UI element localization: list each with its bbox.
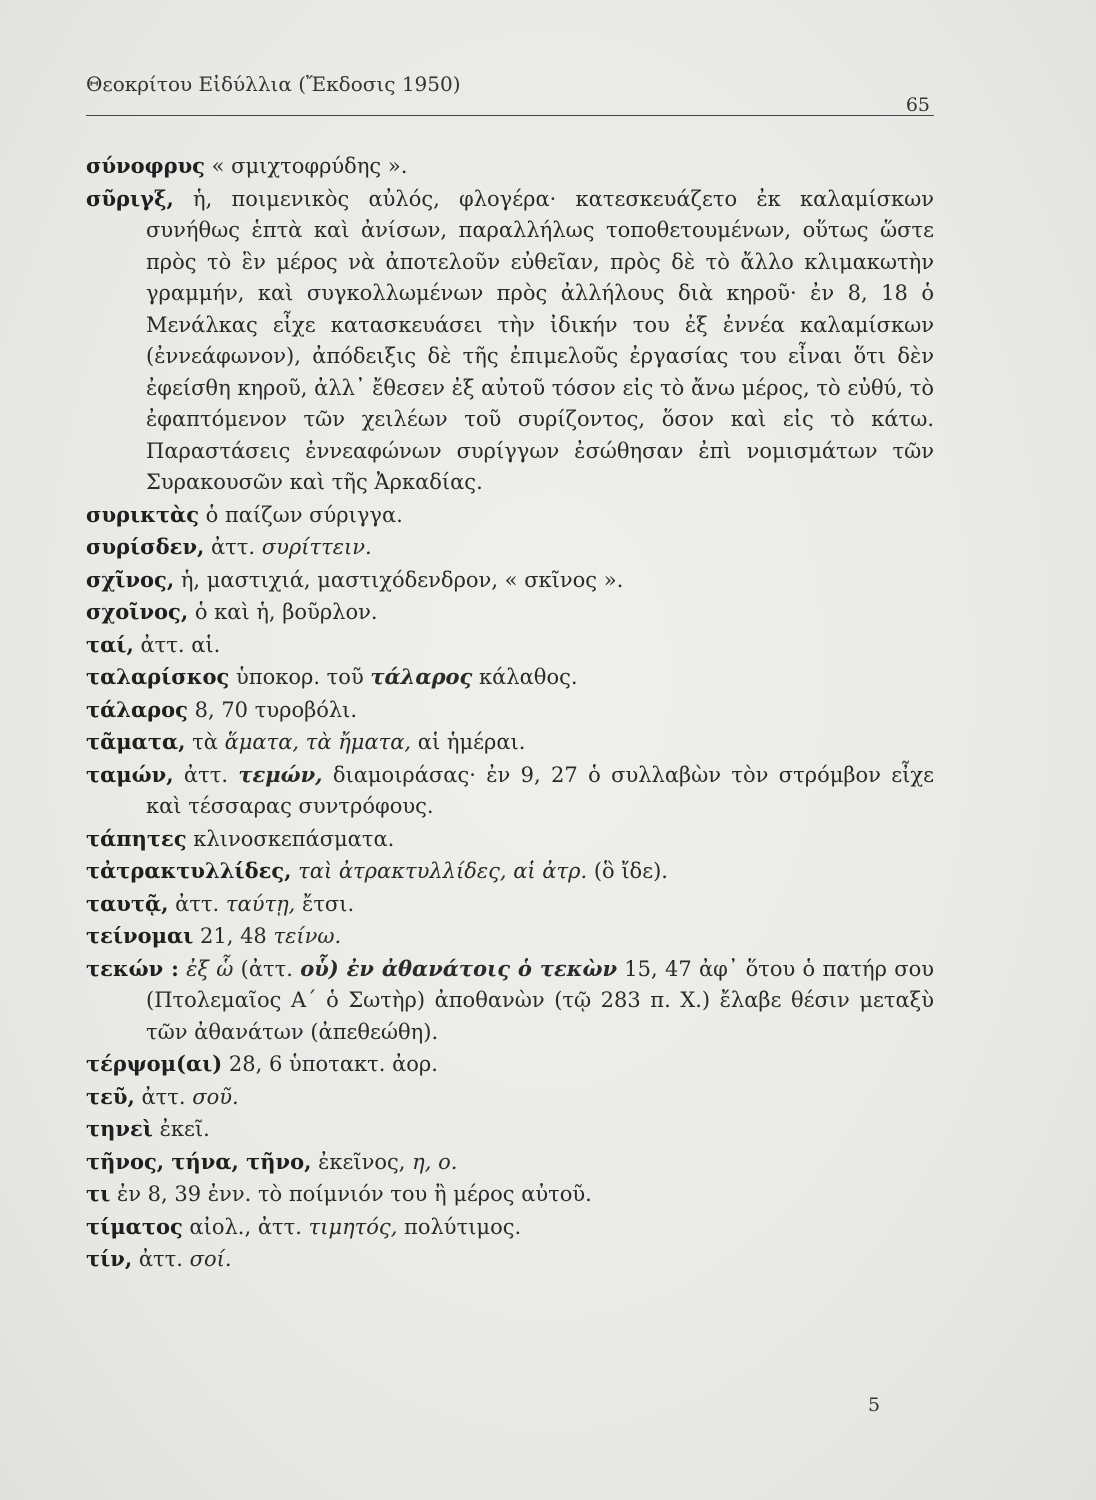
definition: ἐκεῖ. — [152, 1117, 210, 1141]
glossary-entry — [86, 1146, 934, 1179]
italic-form: η, ο. — [412, 1149, 458, 1174]
headword: τάπητες — [86, 825, 187, 851]
headword: τέρψομ(αι) — [86, 1051, 223, 1076]
headword: τηνεὶ — [86, 1116, 153, 1141]
headword: ταί, — [86, 631, 134, 657]
glossary-entry — [86, 855, 934, 888]
italic-form: τεμών, — [238, 761, 323, 787]
definition-cont: αἱ ἡμέραι. — [411, 730, 526, 754]
italic-form: συρίττειν. — [261, 535, 372, 559]
headword: συρίσδεν, — [86, 534, 205, 559]
definition: ἐκεῖνος, — [311, 1149, 413, 1174]
definition: ἀττ. αἱ. — [133, 632, 221, 657]
definition: ὁ καὶ ἡ, βοῦρλον. — [188, 600, 378, 624]
glossary-entry — [86, 726, 934, 759]
headword: σχῖνος, — [86, 566, 175, 592]
italic-form: σοῦ. — [192, 1084, 239, 1109]
headword: τείνομαι — [86, 923, 194, 948]
headword: τἀτρακτυλλίδες, — [86, 858, 292, 883]
definition: ἡ, μαστιχιά, μαστιχόδενδρον, « σκῖνος ». — [174, 567, 624, 592]
glossary-entry — [86, 920, 934, 953]
glossary-entry — [86, 1113, 934, 1146]
headword: σχοῖνος, — [86, 599, 189, 624]
definition: 8, 70 τυροβόλι. — [187, 697, 358, 722]
definition: τὰ — [185, 730, 225, 754]
italic-form: τιμητός, — [308, 1214, 398, 1239]
glossary-entry — [86, 694, 934, 727]
signature-number: 5 — [868, 1394, 881, 1416]
glossary-entry — [86, 150, 934, 183]
definition: ἐν 8, 39 ἐνν. τὸ ποίμνιόν του ἢ μέρος αὐτοῦ. — [110, 1182, 592, 1206]
headword: ταλαρίσκος — [86, 664, 230, 689]
italic-form: ταὶ ἀτρακτυλλίδες, αἱ ἀτρ. — [298, 859, 588, 883]
italic-form: σοί. — [189, 1247, 232, 1271]
headword: τᾶματα, — [86, 729, 186, 754]
glossary-entry — [86, 629, 934, 662]
definition-cont: ἔτσι. — [295, 891, 355, 916]
definition: ἀττ. — [168, 891, 226, 916]
glossary-entry — [86, 759, 934, 823]
definition-cont: 15, 47 ἀφ᾽ ὅτου ὁ πατήρ σου (Πτολεμαῖος Α΄ ὁ Σωτὴρ) ἀποθανὼν (τῷ 283 π. Χ.) ἔλαβε θέσιν μεταξὺ τῶν ἀθανάτων (ἀπεθεώθη). — [146, 956, 934, 1044]
page-header — [86, 72, 934, 122]
glossary-entries — [86, 150, 934, 1276]
glossary-entry — [86, 531, 934, 564]
definition: ὁ παίζων σύριγγα. — [199, 502, 403, 527]
glossary-entry — [86, 596, 934, 629]
header-rule — [86, 115, 934, 116]
glossary-entry — [86, 1081, 934, 1114]
glossary-entry — [86, 1243, 934, 1276]
glossary-entry — [86, 1048, 934, 1081]
page-number: 65 — [905, 94, 930, 116]
definition: κλινοσκεπάσματα. — [186, 826, 395, 851]
headword: τεῦ, — [86, 1083, 135, 1109]
headword: ταυτᾷ, — [86, 890, 169, 916]
definition: ἀττ. — [134, 1084, 193, 1109]
headword: σύνοφρυς — [86, 153, 205, 178]
definition: 21, 48 — [193, 924, 274, 948]
headword: τίματος — [86, 1213, 183, 1239]
definition: ἀττ. — [132, 1247, 190, 1271]
definition-cont: πολύτιμος. — [397, 1214, 522, 1239]
headword: ταμών, — [86, 761, 174, 787]
headword: σῦριγξ, — [86, 185, 174, 211]
glossary-entry — [86, 888, 934, 921]
definition-cont: (ἀττ. — [233, 956, 301, 981]
glossary-entry — [86, 499, 934, 532]
definition: ὑποκορ. τοῦ — [229, 665, 371, 689]
italic-form: ἅματα, τὰ ἤματα, — [224, 730, 412, 754]
definition: ἀττ. — [204, 535, 262, 559]
headword: τάλαρος — [86, 696, 188, 722]
running-title: Θεοκρίτου Εἰδύλλια (Ἔκδοσις 1950) — [86, 72, 461, 96]
headword: τίν, — [86, 1246, 133, 1271]
definition-cont: διαμοιράσας· ἐν 9, 27 ὁ συλλαβὼν τὸν στρόμβον εἶχε καὶ τέσσαρας συντρόφους. — [146, 762, 934, 818]
italic-quotation: οὗ) ἐν ἀθανάτοις ὁ τεκὼν — [300, 955, 618, 981]
headword: τι — [86, 1181, 111, 1206]
definition: ἡ, ποιμενικὸς αὐλός, φλογέρα· κατεσκευάζετο ἐκ καλαμίσκων συνήθως ἑπτὰ καὶ ἀνίσων, παραλλήλως τοποθετουμένων, οὕτως ὥστε πρὸς τὸ ἓν μέρος νὰ ἀποτελοῦν εὐθεῖαν, πρὸς δὲ τὸ ἄλλο κλιμακωτὴν γραμμήν, καὶ συγκολλωμένων πρὸς ἀλλήλους διὰ κηροῦ· ἐν 8, 18 ὁ Μενάλκας εἶχε κατασκευάσει τὴν ἰδικήν του ἐξ ἐννέα καλαμίσκων (ἐννεάφωνον), ἀπόδειξις δὲ τῆς ἐπιμελοῦς ἐργασίας του εἶναι ὅτι δὲν ἐφείσθη κηροῦ, ἀλλ᾽ ἔθεσεν ἐξ αὐτοῦ τόσον εἰς τὸ ἄνω μέρος, τὸ εὐθύ, τὸ ἐφαπτόμενον τῶν χειλέων τοῦ συρίζοντος, ὅσον καὶ εἰς τὸ κάτω. Παραστάσεις ἐννεαφώνων συρίγγων ἐσώθησαν ἐπὶ νομισμάτων τῶν Συρακουσῶν καὶ τῆς Ἀρκαδίας. — [146, 186, 934, 494]
definition: ἀττ. — [173, 762, 239, 787]
glossary-entry — [86, 953, 934, 1049]
italic-form: ἐξ ὧ — [186, 956, 234, 981]
headword: τεκών : — [86, 955, 179, 981]
glossary-entry — [86, 661, 934, 694]
definition: 28, 6 ὑποτακτ. ἀορ. — [222, 1052, 438, 1076]
definition-cont: (ὃ ἴδε). — [587, 859, 668, 883]
italic-form: ταύτῃ, — [225, 891, 296, 916]
italic-bold-form: τάλαρος — [370, 664, 473, 689]
glossary-entry — [86, 1178, 934, 1211]
headword: συρικτὰς — [86, 501, 199, 527]
definition: αἰολ., ἀττ. — [182, 1214, 309, 1239]
italic-form: τείνω. — [273, 924, 342, 948]
glossary-entry — [86, 1211, 934, 1244]
glossary-entry — [86, 823, 934, 856]
definition-cont: κάλαθος. — [472, 665, 578, 689]
headword: τῆνος, τήνα, τῆνο, — [86, 1148, 312, 1174]
glossary-entry — [86, 564, 934, 597]
definition: « σμιχτοφρύδης ». — [204, 154, 408, 178]
glossary-entry — [86, 183, 934, 499]
